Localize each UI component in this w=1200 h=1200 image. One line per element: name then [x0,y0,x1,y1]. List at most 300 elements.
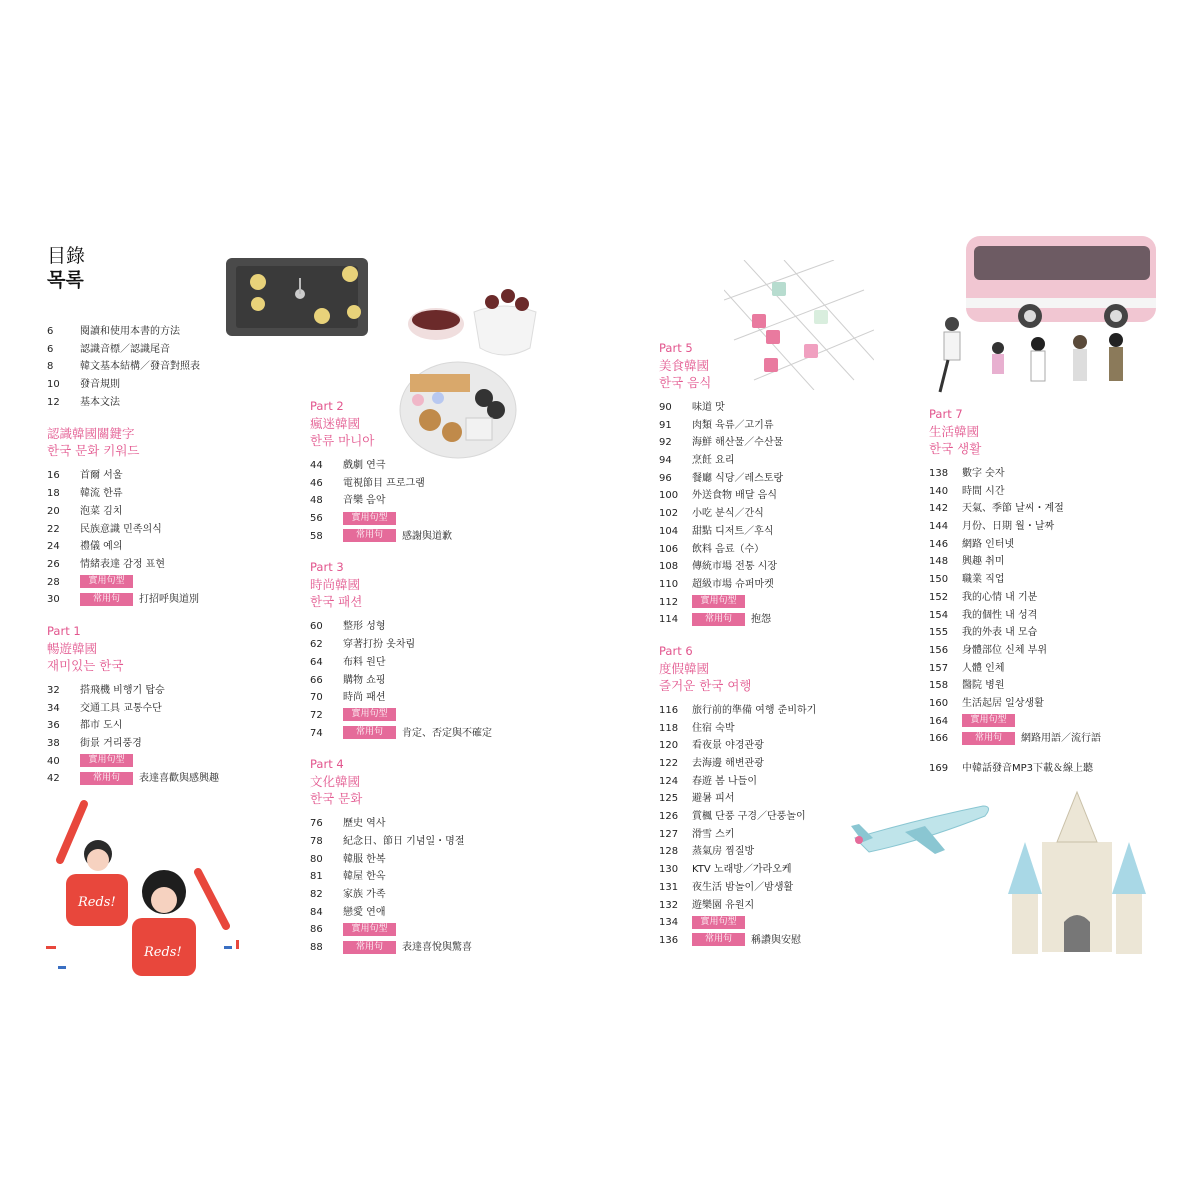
toc-entry[interactable] [47,485,287,503]
toc-page-number: 92 [659,437,672,449]
toc-page-number: 144 [929,521,949,533]
toc-page-number: 130 [659,864,679,876]
toc-entry[interactable] [659,541,919,559]
toc-page-number: 78 [310,835,323,847]
toc-entry[interactable] [47,394,287,412]
toc-entry[interactable] [310,492,550,510]
toc-page-number: 134 [659,917,679,929]
toc-entry-label: 韓文基本結構／發音對照表 [80,361,200,373]
toc-entry-text: 交通工具 교통수단 [80,702,162,714]
toc-entry[interactable] [310,815,550,833]
section-title-zh: 時尚韓國 [310,577,361,593]
toc-entry-label [692,470,783,488]
common-phrase-badge: 常用句 [80,772,133,785]
section-header [310,559,550,610]
toc-entry[interactable] [310,904,550,922]
toc-page-number: 94 [659,455,672,467]
toc-entry-label [80,538,123,556]
toc-entry-text: 表達喜悅與驚喜 [402,942,472,954]
toc-page-number: 124 [659,775,679,787]
toc-entry-label [962,553,1005,571]
toc-entry[interactable] [310,833,550,851]
toc-page-number: 142 [929,503,949,515]
toc-entry[interactable] [929,695,1189,713]
toc-page-number: 152 [929,591,949,603]
practical-pattern-badge: 實用句型 [692,916,745,929]
toc-entry[interactable] [659,932,919,950]
toc-page-number: 80 [310,853,323,865]
practical-pattern-badge: 實用句型 [962,714,1015,727]
toc-page-number: 20 [47,505,60,517]
section-title-zh: 文化韓國 [310,774,361,790]
toc-page-number: 146 [929,538,949,550]
toc-page-number: 88 [310,942,323,954]
toc-entry-label [80,682,165,700]
toc-entry-label [343,868,386,886]
toc-page-number: 70 [310,692,323,704]
toc-entry[interactable] [310,672,550,690]
section-title-ko: 한국 음식 [659,375,712,390]
toc-entry[interactable] [47,591,287,609]
title-zh: 目錄 [47,245,86,267]
toc-section-part3 [310,559,550,742]
castle-illustration [1002,782,1152,966]
toc-entry[interactable] [929,465,1189,483]
toc-entry-label [80,521,162,539]
toc-entry[interactable] [310,654,550,672]
toc-page-number: 90 [659,402,672,413]
toc-entry[interactable] [310,618,550,636]
toc-entry[interactable] [659,576,919,594]
toc-page-number: 125 [659,793,679,805]
toc-entry-label [343,833,464,851]
common-phrase-badge: 常用句 [692,613,745,626]
section-title-ko: 한국 문화 키워드 [47,443,140,459]
toc-entry[interactable] [310,921,550,939]
toc-entry[interactable] [659,452,919,470]
practical-pattern-badge: 實用句型 [692,595,745,608]
toc-entry-label [962,713,1021,731]
toc-entry[interactable] [310,528,550,546]
toc-page-number: 127 [659,828,679,840]
toc-page-number: 100 [659,490,679,502]
toc-entry-text: 夜生活 밤놀이／밤생활 [692,881,794,893]
common-phrase-badge: 常用句 [80,593,133,606]
toc-entry[interactable] [310,725,550,743]
practical-pattern-badge: 實用句型 [343,512,396,525]
toc-entry-label [692,720,735,738]
toc-entry[interactable] [47,521,287,539]
toc-page-number: 91 [659,419,672,431]
toc-entry-label [80,467,123,485]
toc-entry-label [80,735,142,753]
section-title-zh: 度假韓國 [659,660,710,676]
toc-entry-label: 閱讀和使用本書的方法 [80,326,180,337]
toc-entry-label [692,843,754,861]
toc-page-number: 74 [310,727,323,739]
toc-column-4 [929,406,1189,778]
part-label: Part 2 [310,399,344,413]
part-label: Part 7 [929,407,963,421]
toc-entry-label [343,851,386,869]
toc-entry[interactable] [659,434,919,452]
toc-entry-label [962,518,1054,536]
toc-entry-text: 禮儀 예의 [80,541,123,553]
toc-entry[interactable] [310,939,550,957]
toc-entry-label [692,611,771,629]
toc-entry-text: 韓服 한복 [343,853,386,865]
toc-entry-text: 音樂 음악 [343,495,386,507]
toc-entry-text: 打招呼與道別 [139,594,199,606]
toc-section-part7 [929,406,1189,748]
toc-page-number: 66 [310,674,323,686]
toc-entry[interactable] [310,851,550,869]
part-label: Part 6 [659,643,693,658]
toc-entry-text: 韓屋 한옥 [343,871,386,883]
section-title-zh: 暢遊韓國 [47,640,98,656]
toc-entry[interactable] [929,571,1189,589]
toc-entry-label [962,589,1037,607]
section-title-zh: 美食韓國 [659,358,710,373]
practical-pattern-badge: 實用句型 [80,575,133,588]
section-header [47,425,287,459]
toc-entry-text: 網路用語／流行語 [1021,733,1101,745]
toc-page-number: 166 [929,733,949,745]
toc-entry-text: 味道 맛 [692,402,725,413]
toc-entry[interactable] [659,487,919,505]
toc-entry-text: 整形 성형 [343,621,386,633]
toc-page-number: 128 [659,846,679,858]
toc-entry[interactable] [659,879,919,897]
toc-entry-label: 基本文法 [80,396,120,408]
toc-page-number: 160 [929,697,949,709]
toc-entry[interactable] [929,536,1189,554]
toc-section-part1 [47,623,287,788]
toc-entry-label [962,536,1014,554]
toc-entry-label [692,541,764,559]
common-phrase-badge: 常用句 [343,529,396,542]
toc-entry-label [962,571,1005,589]
toc-entry[interactable] [47,770,287,788]
toc-page-number: 138 [929,468,949,479]
food-illustration [396,282,546,476]
toc-page-number: 96 [659,472,672,484]
toc-page-number: 156 [929,644,949,656]
toc-page-number: 30 [47,594,60,606]
toc-entry[interactable] [47,574,287,592]
toc-entry[interactable] [310,510,550,528]
section-title-ko: 즐거운 한국 여행 [659,677,752,693]
toc-entry[interactable] [310,689,550,707]
toc-entry[interactable] [659,505,919,523]
toc-entry-text: 飲料 음료（수） [692,543,765,555]
section-header [659,643,919,694]
toc-entry-text: 月份、日期 월・날짜 [962,521,1055,533]
fan-shirt-text: Reds! [144,945,182,960]
toc-entry-text: 肉類 육류／고기류 [692,419,774,431]
toc-page-number: 81 [310,871,323,883]
toc-entry-text: 稱讚與安慰 [751,934,801,946]
toc-entry-text: 數字 숫자 [962,468,1005,479]
toc-entry-text: 都市 도시 [80,720,123,732]
toc-entry[interactable] [659,720,919,738]
toc-entry-label [962,677,1005,695]
toc-entry-text: 避暑 피서 [692,793,735,805]
toc-entry[interactable] [659,399,919,417]
toc-page-number: 58 [310,530,323,542]
toc-entry-label [692,790,735,808]
toc-entry-label [692,558,777,576]
toc-column-1 [47,323,287,802]
toc-page-number: 44 [310,460,323,471]
toc-entry-text: 歷史 역사 [343,818,386,830]
cheering-fans-illustration [40,796,250,990]
toc-page-number: 42 [47,773,60,785]
toc-entry-text: 餐廳 식당／레스토랑 [692,472,784,484]
section-title-ko: 한국 패션 [310,594,363,610]
toc-entry-label [692,434,783,452]
toc-entry-text: 超級市場 슈퍼마켓 [692,578,774,590]
toc-entry-label [80,717,123,735]
toc-entry[interactable] [47,376,287,394]
toc-page-number: 12 [47,396,60,408]
toc-entry[interactable] [929,589,1189,607]
toc-entry[interactable] [659,417,919,435]
toc-column-2 [310,398,550,971]
toc-entry[interactable] [929,677,1189,695]
toc-entry-label [343,707,402,725]
toc-entry[interactable] [659,897,919,915]
toc-entry-text: 旅行前的準備 여행 준비하기 [692,704,817,716]
toc-entry-text: 穿著打扮 옷차림 [343,639,416,651]
toc-page-number: 28 [47,576,60,588]
airplane-illustration [845,792,995,866]
toc-entry[interactable] [659,702,919,720]
toc-entry[interactable] [659,755,919,773]
toc-column-3 [659,340,919,964]
toc-page-number: 110 [659,578,679,590]
toc-entry-text: 住宿 숙박 [692,722,735,734]
toc-entry-text: 民族意識 민족의식 [80,523,162,535]
toc-entry-label [692,897,754,915]
toc-entry[interactable] [659,611,919,629]
toc-entry[interactable] [659,594,919,612]
section-header [310,756,550,807]
love-locks-illustration [724,260,874,394]
toc-entry-text: 戲劇 연극 [343,460,386,471]
toc-entry-label [343,886,386,904]
toc-entry-label [962,624,1037,642]
toc-entry-text: 紀念日、節日 기념일・명절 [343,835,465,847]
toc-entry-text: 肯定、否定與不確定 [402,727,492,739]
toc-entry-text: 家族 가족 [343,889,386,900]
toc-entry[interactable] [929,518,1189,536]
toc-entry[interactable] [929,713,1189,731]
common-phrase-badge: 常用句 [692,933,745,946]
toc-entry-text: 布料 원단 [343,656,386,668]
title-ko: 목록 [47,269,84,291]
toc-entry-label [343,492,386,510]
toc-page-number: 112 [659,596,679,608]
toc-entry[interactable] [929,483,1189,501]
toc-entry-text: 我的個性 내 성격 [962,609,1038,621]
toc-entry-text: 時尚 패션 [343,692,386,704]
toc-entry-label [692,523,773,541]
toc-entry-label [343,904,386,922]
toc-entry[interactable] [310,636,550,654]
toc-page-number: 84 [310,906,323,918]
practical-pattern-badge: 實用句型 [343,923,396,936]
toc-page-number: 62 [310,639,323,651]
toc-entry-label [692,452,735,470]
toc-entry[interactable] [310,868,550,886]
toc-page-number: 131 [659,881,679,893]
toc-entry-label: 認識音標／認識尾音 [80,343,170,355]
toc-entry-text: 我的外表 내 모습 [962,627,1038,639]
toc-page-number: 16 [47,470,60,482]
toc-entry[interactable] [310,886,550,904]
toc-entry-label [80,485,123,503]
toc-page-number: 140 [929,485,949,497]
toc-entry[interactable] [47,753,287,771]
toc-entry-label [962,500,1064,518]
toc-entry-text: 遊樂園 유원지 [692,899,755,911]
toc-page-number: 8 [47,361,54,373]
practical-pattern-badge: 實用句型 [343,708,396,721]
toc-page-number: 60 [310,621,323,633]
toc-entry[interactable] [47,700,287,718]
page-title [47,244,85,292]
toc-entry-label [692,808,806,826]
toc-page-number: 102 [659,508,679,520]
toc-entry-label [962,660,1005,678]
toc-page-number: 157 [929,662,949,674]
toc-page-number: 150 [929,574,949,586]
section-title-ko: 한국 문화 [310,791,363,807]
toc-page-number: 136 [659,934,679,946]
toc-entry-label [692,914,751,932]
toc-entry-label: 中韓話發音MP3下載＆線上聽 [962,763,1094,774]
bus-travelers-illustration [930,232,1170,416]
toc-entry-text: 蒸氣房 찜질방 [692,846,755,858]
toc-entry-text: 賞楓 단풍 구경／단풍놀이 [692,811,806,823]
toc-entry-label [343,475,425,493]
toc-page-number: 164 [929,715,949,727]
practical-pattern-badge: 實用句型 [80,754,133,767]
toc-appendix[interactable] [929,760,1189,778]
toc-entry-text: 醫院 병원 [962,680,1005,692]
section-title-zh: 瘋迷韓國 [310,416,361,431]
toc-entry-label [343,672,386,690]
toc-entry-label [692,737,764,755]
toc-entry[interactable] [929,642,1189,660]
toc-entry[interactable] [929,553,1189,571]
toc-entry-label [692,826,735,844]
fan-shirt-text: Reds! [78,895,116,910]
toc-entry[interactable] [47,717,287,735]
toc-entry-text: 情緒表達 감정 표현 [80,558,165,570]
toc-page-number: 132 [659,899,679,911]
toc-page-number: 48 [310,495,323,507]
toc-entry[interactable] [47,358,287,376]
toc-entry[interactable] [659,470,919,488]
toc-page-number: 6 [47,326,54,337]
toc-entry-text: 購物 쇼핑 [343,674,386,686]
toc-entry[interactable] [929,730,1189,748]
toc-entry-text: 春遊 봄 나들이 [692,775,757,787]
toc-entry-label [343,815,386,833]
toc-entry[interactable] [929,624,1189,642]
part-label: Part 5 [659,341,693,355]
toc-page-number: 114 [659,614,679,626]
toc-entry-label [962,465,1005,483]
toc-page-number: 40 [47,755,60,767]
toc-entry-label [692,399,725,417]
toc-entry[interactable] [47,538,287,556]
toc-entry[interactable] [659,737,919,755]
toc-page-number: 76 [310,818,323,830]
toc-entry-text: 傳統市場 전통 시장 [692,561,777,573]
toc-entry-label [343,689,386,707]
toc-entry-text: 看夜景 야경관광 [692,740,764,752]
toc-entry[interactable] [929,660,1189,678]
toc-entry-text: 職業 직업 [962,574,1005,586]
common-phrase-badge: 常用句 [962,732,1015,745]
toc-entry[interactable] [929,500,1189,518]
toc-entry[interactable] [659,914,919,932]
toc-entry-text: 天氣、季節 날씨・계절 [962,503,1064,515]
toc-entry-label [343,457,386,475]
toc-entry-label [692,505,764,523]
toc-entry-label [80,700,162,718]
toc-entry[interactable] [929,607,1189,625]
toc-page-number: 82 [310,889,323,900]
toc-entry-label [343,939,472,957]
toc-page-number: 118 [659,722,679,734]
toc-entry[interactable] [659,773,919,791]
toc-entry-label [692,594,751,612]
grill-illustration [222,254,372,344]
toc-entry[interactable] [47,467,287,485]
section-title-zh: 認識韓國關鍵字 [47,426,135,442]
toc-entry-text: 表達喜歡與感興趣 [139,773,219,785]
toc-entry-label [80,556,165,574]
toc-entry[interactable] [47,556,287,574]
toc-entry-label [692,861,792,879]
part-label: Part 1 [47,623,81,638]
toc-entry[interactable] [47,503,287,521]
toc-entry-label [80,753,139,771]
toc-entry-label [80,770,219,788]
toc-entry[interactable] [47,735,287,753]
toc-entry[interactable] [47,682,287,700]
toc-entry-text: 外送食物 배달 음식 [692,490,777,502]
toc-page-number: 169 [929,763,949,774]
toc-entry-label [962,642,1047,660]
toc-page-number: 10 [47,379,60,391]
toc-page-number: 22 [47,523,60,535]
toc-entry[interactable] [310,707,550,725]
toc-page-number: 32 [47,684,60,696]
toc-entry-label [962,730,1101,748]
toc-entry[interactable] [310,475,550,493]
toc-page-number: 34 [47,702,60,714]
toc-entry[interactable] [659,523,919,541]
toc-page-number: 158 [929,680,949,692]
toc-entry-label [962,695,1044,713]
toc-entry[interactable] [659,558,919,576]
toc-section-part4 [310,756,550,957]
